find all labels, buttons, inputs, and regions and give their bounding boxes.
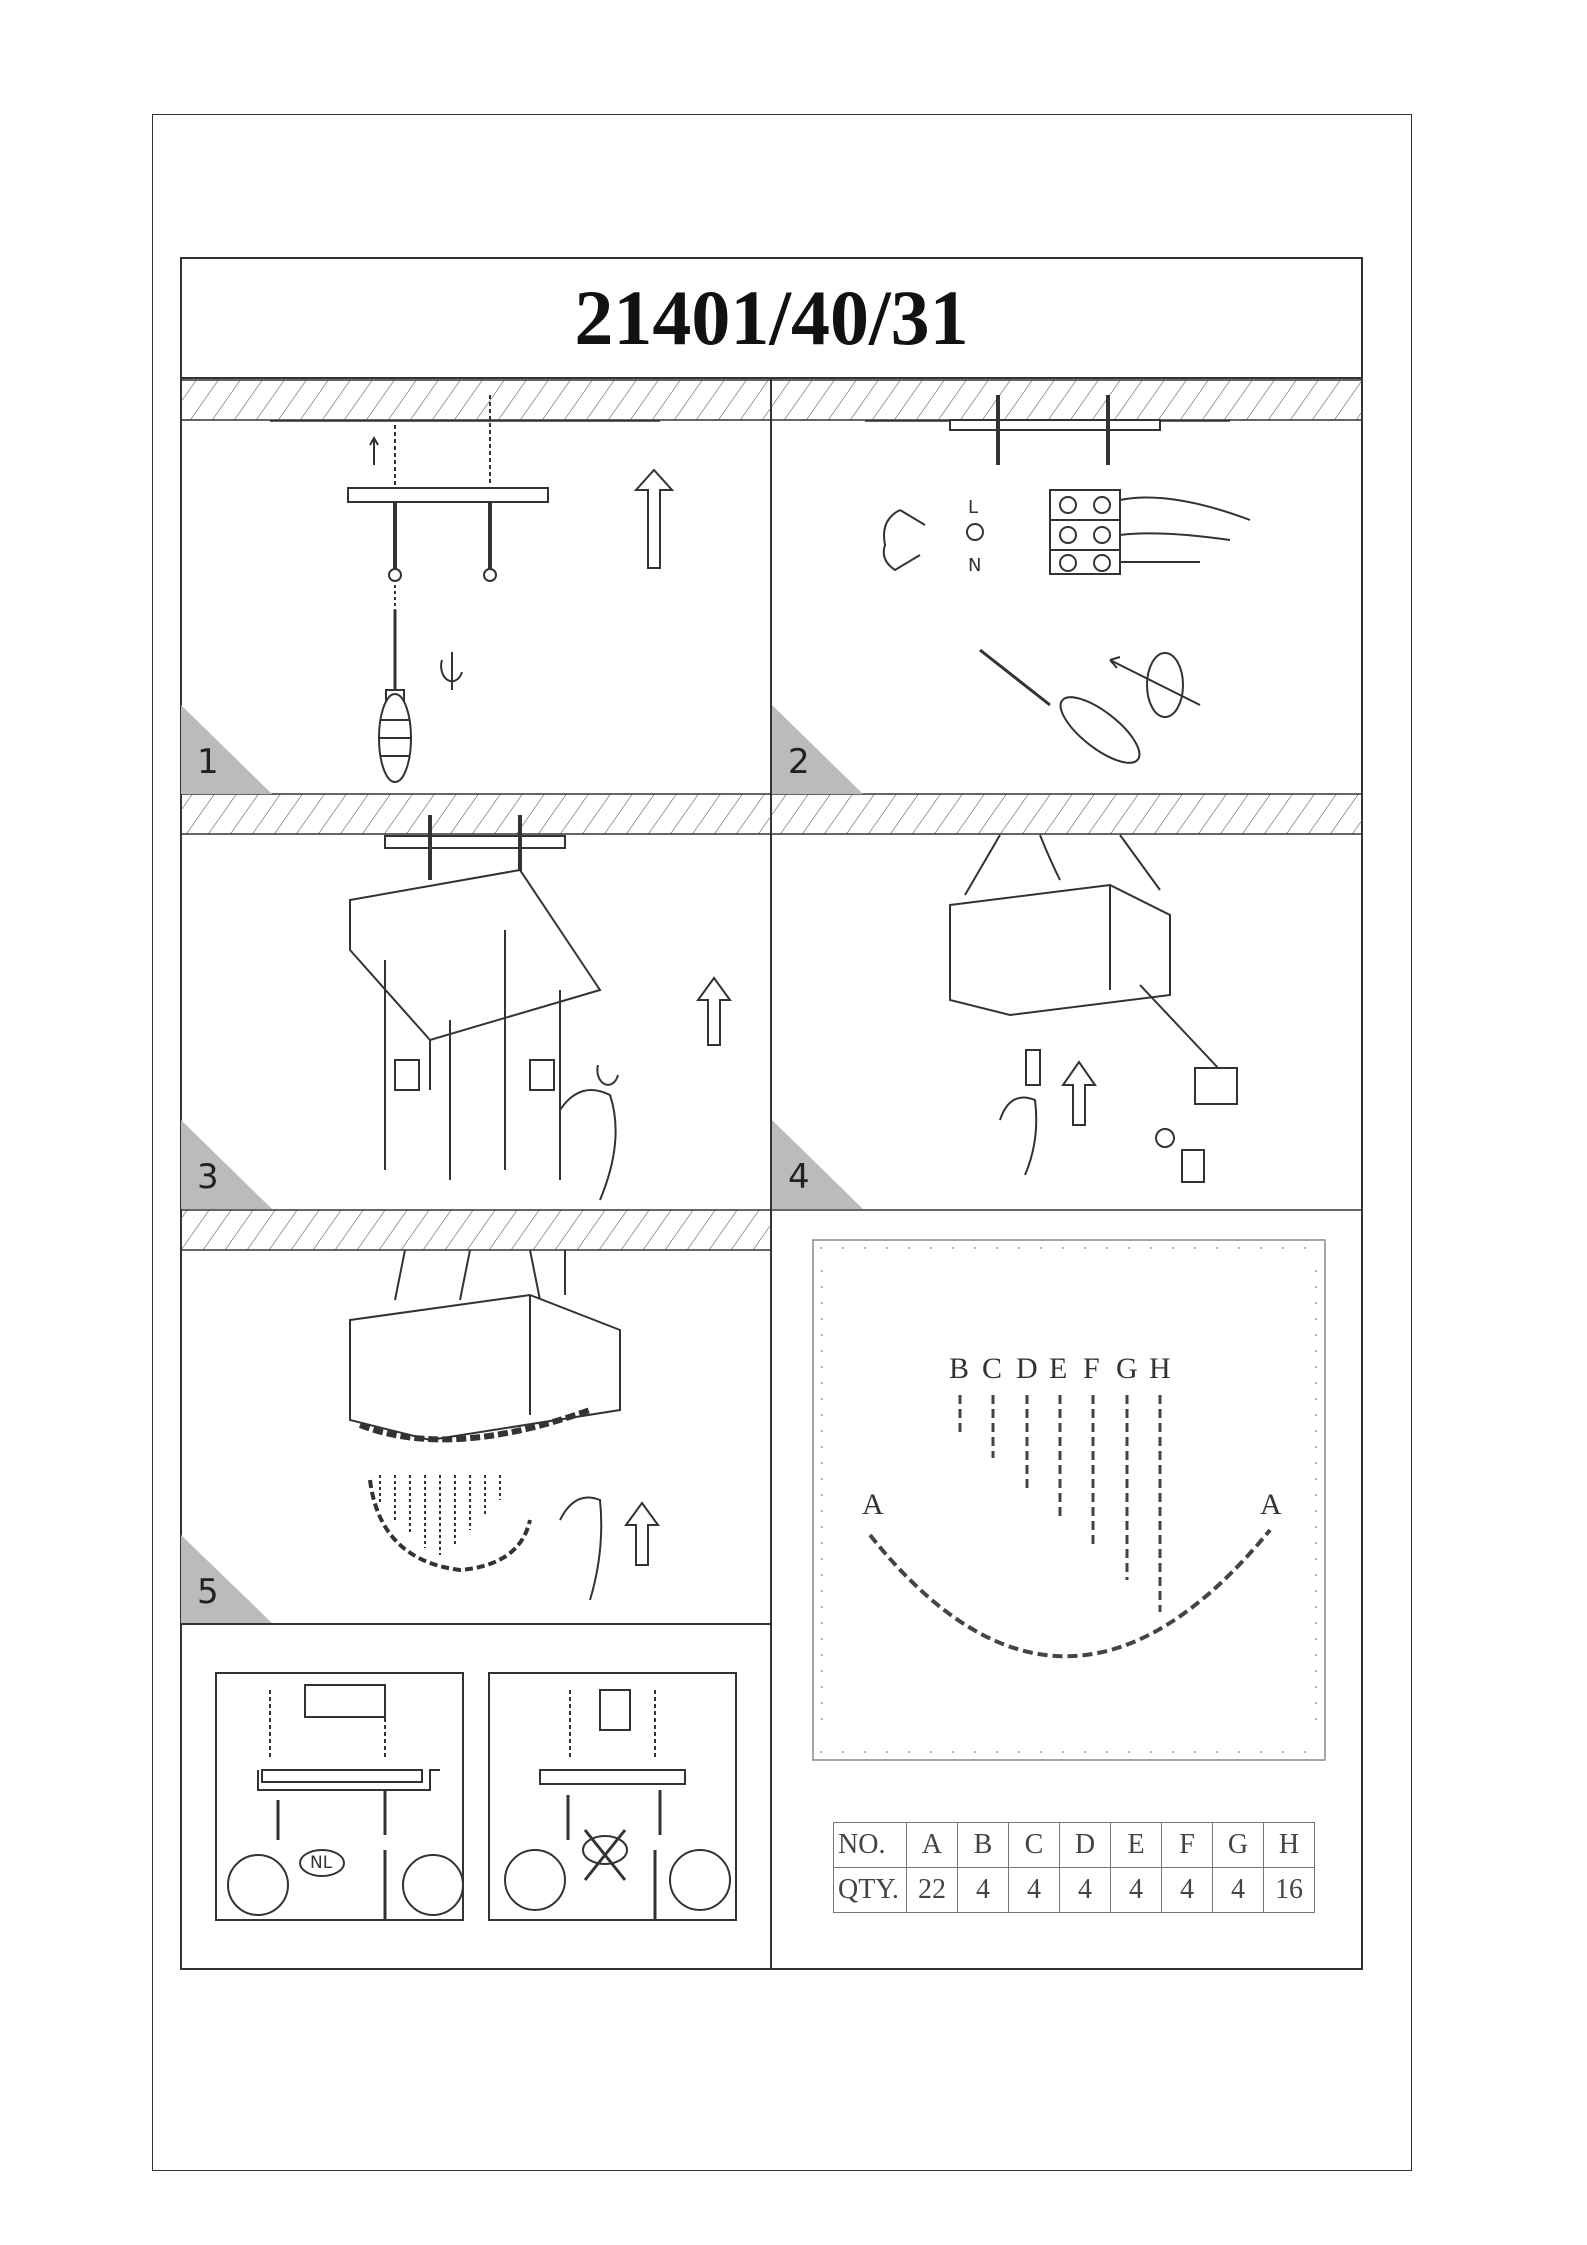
- table-cell-no: A: [907, 1823, 958, 1868]
- wire-label-neutral: N: [968, 555, 982, 576]
- strand-label-g: G: [1116, 1352, 1138, 1385]
- table-cell-qty: 16: [1264, 1868, 1315, 1913]
- panel-4-illustration: [950, 835, 1237, 1182]
- table-cell-qty: 4: [1213, 1868, 1264, 1913]
- panel-tab-4: [772, 1120, 863, 1209]
- table-cell-no: E: [1111, 1823, 1162, 1868]
- panel-1-illustration: [270, 395, 672, 782]
- strand-label-b: B: [949, 1352, 970, 1385]
- table-header-no: NO.: [834, 1823, 907, 1868]
- panel-tab-5: [181, 1535, 272, 1623]
- table-cell-qty: 4: [958, 1868, 1009, 1913]
- table-cell-no: F: [1162, 1823, 1213, 1868]
- table-row-qty: [834, 1868, 1315, 1913]
- panel-5-illustration: [350, 1250, 658, 1600]
- panel-number-5: 5: [197, 1572, 219, 1612]
- crystal-layout-illustration: [813, 1240, 1325, 1760]
- panel-number-2: 2: [788, 742, 810, 782]
- strand-label-c: C: [982, 1352, 1003, 1385]
- table-cell-no: B: [958, 1823, 1009, 1868]
- table-row-no: [834, 1823, 1315, 1868]
- ceiling-strip-row1: [181, 380, 1362, 420]
- panel-tab-1: [181, 705, 272, 794]
- arc-label-left: A: [862, 1488, 884, 1521]
- panel-number-4: 4: [788, 1157, 810, 1197]
- panel-3-illustration: [350, 815, 730, 1200]
- table-header-qty: QTY.: [834, 1868, 907, 1913]
- anchor-badge: NL: [310, 1853, 333, 1873]
- table-cell-qty: 22: [907, 1868, 958, 1913]
- strand-label-e: E: [1049, 1352, 1068, 1385]
- crystal-quantity-table: [833, 1822, 1315, 1913]
- table-cell-qty: 4: [1111, 1868, 1162, 1913]
- model-number-title: [181, 258, 1362, 378]
- wire-label-live: L: [968, 497, 979, 518]
- table-cell-qty: 4: [1162, 1868, 1213, 1913]
- table-cell-qty: 4: [1009, 1868, 1060, 1913]
- strand-label-f: F: [1083, 1352, 1100, 1385]
- table-cell-no: C: [1009, 1823, 1060, 1868]
- panel-tab-3: [181, 1120, 272, 1209]
- table-cell-no: H: [1264, 1823, 1315, 1868]
- strand-label-d: D: [1016, 1352, 1038, 1385]
- panel-2-illustration: [865, 395, 1250, 774]
- ceiling-strip-row2: [181, 794, 1362, 834]
- model-number: 21401/40/31: [574, 274, 969, 361]
- arc-label-right: A: [1260, 1488, 1282, 1521]
- table-cell-no: D: [1060, 1823, 1111, 1868]
- panel-number-1: 1: [197, 742, 219, 782]
- strand-label-h: H: [1149, 1352, 1171, 1385]
- panel-tab-2: [772, 705, 863, 794]
- table-cell-no: G: [1213, 1823, 1264, 1868]
- panel-number-3: 3: [197, 1157, 219, 1197]
- table-cell-qty: 4: [1060, 1868, 1111, 1913]
- bracket-options-illustration: [216, 1673, 736, 1920]
